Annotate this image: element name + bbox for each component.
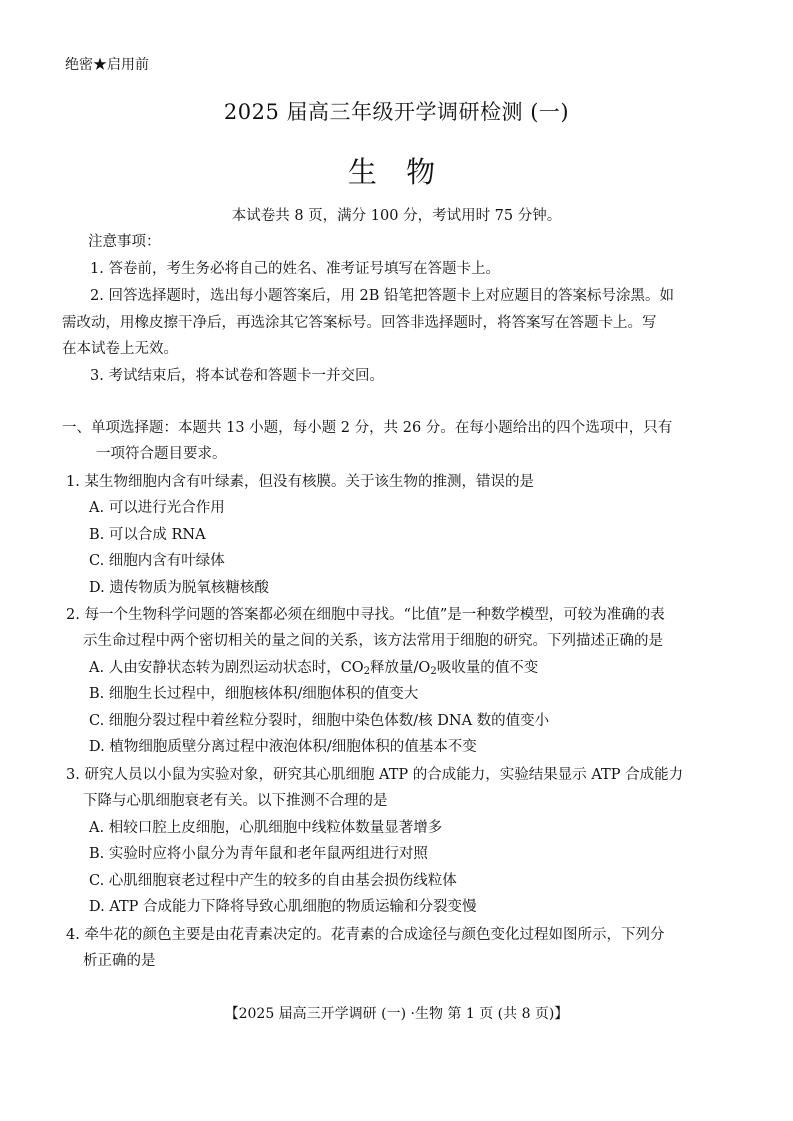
q1-option-a: A. 可以进行光合作用	[89, 500, 225, 516]
q4-stem-line-2: 析正确的是	[83, 953, 156, 969]
exam-title: 2025 届高三年级开学调研检测 (一)	[223, 100, 570, 124]
subject-title: 生 物	[347, 155, 446, 189]
note-1: 1. 答卷前，考生务必将自己的姓名、准考证号填写在答题卡上。	[90, 261, 500, 277]
q3-option-a: A. 相较口腔上皮细胞，心肌细胞中线粒体数量显著增多	[89, 820, 443, 836]
section-1-heading: 一、单项选择题：本题共 13 小题，每小题 2 分，共 26 分。在每小题给出的四个选项中，只有	[62, 420, 673, 436]
q1-stem: 1. 某生物细胞内含有叶绿素，但没有核膜。关于该生物的推测，错误的是	[66, 474, 534, 490]
q3-stem-line-2: 下降与心肌细胞衰老有关。以下推测不合理的是	[83, 793, 388, 809]
q2-option-b: B. 细胞生长过程中，细胞核体积/细胞体积的值变大	[89, 686, 419, 702]
q3-stem-line-1: 3. 研究人员以小鼠为实验对象，研究其心肌细胞 ATP 的合成能力，实验结果显示 ATP 合成能力	[66, 767, 684, 783]
section-1-heading-cont: 一项符合题目要求。	[96, 446, 227, 462]
q2-option-a-text-2: 释放量/O	[370, 660, 431, 676]
note-2-line-2: 需改动，用橡皮擦干净后，再选涂其它答案标号。回答非选择题时，将答案写在答题卡上。写	[62, 315, 657, 331]
notes-heading: 注意事项：	[88, 234, 161, 250]
q3-option-d: D. ATP 合成能力下降将导致心肌细胞的物质运输和分裂变慢	[89, 899, 477, 915]
note-2-line-1: 2. 回答选择题时，选出每小题答案后，用 2B 铅笔把答题卡上对应题目的答案标号涂黑。如	[90, 288, 675, 304]
q2-option-a-subscript-2: 2	[430, 666, 437, 677]
q2-option-a-text-1: A. 人由安静状态转为剧烈运动状态时，CO	[89, 660, 364, 676]
q3-option-c: C. 心肌细胞衰老过程中产生的较多的自由基会损伤线粒体	[89, 873, 457, 889]
q1-option-b: B. 可以合成 RNA	[89, 527, 206, 543]
q1-option-d: D. 遗传物质为脱氧核糖核酸	[89, 580, 269, 596]
q2-option-a	[89, 656, 769, 677]
note-3: 3. 考试结束后，将本试卷和答题卡一并交回。	[90, 368, 384, 384]
q2-option-c: C. 细胞分裂过程中着丝粒分裂时，细胞中染色体数/核 DNA 数的值变小	[89, 713, 550, 729]
page-footer: 【2025 届高三开学调研 (一) ·生物 第 1 页 (共 8 页)】	[224, 1006, 569, 1022]
q1-option-c: C. 细胞内含有叶绿体	[89, 553, 225, 569]
q2-option-a-subscript-1: 2	[363, 666, 371, 677]
q2-stem-line-1: 2. 每一个生物科学问题的答案都必须在细胞中寻找。“比值”是一种数学模型，可较为准确的表	[66, 607, 665, 623]
q2-option-d: D. 植物细胞质壁分离过程中液泡体积/细胞体积的值基本不变	[89, 739, 477, 755]
exam-info: 本试卷共 8 页，满分 100 分，考试用时 75 分钟。	[231, 208, 562, 224]
q4-stem-line-1: 4. 牵牛花的颜色主要是由花青素决定的。花青素的合成途径与颜色变化过程如图所示，下列分	[66, 927, 665, 943]
q3-option-b: B. 实验时应将小鼠分为青年鼠和老年鼠两组进行对照	[89, 846, 428, 862]
confidential-label: 绝密★启用前	[65, 57, 149, 73]
q2-stem-line-2: 示生命过程中两个密切相关的量之间的关系，该方法常用于细胞的研究。下列描述正确的是	[83, 633, 663, 649]
note-2-line-3: 在本试卷上无效。	[62, 341, 178, 357]
q2-option-a-text-3: 吸收量的值不变	[436, 660, 539, 676]
